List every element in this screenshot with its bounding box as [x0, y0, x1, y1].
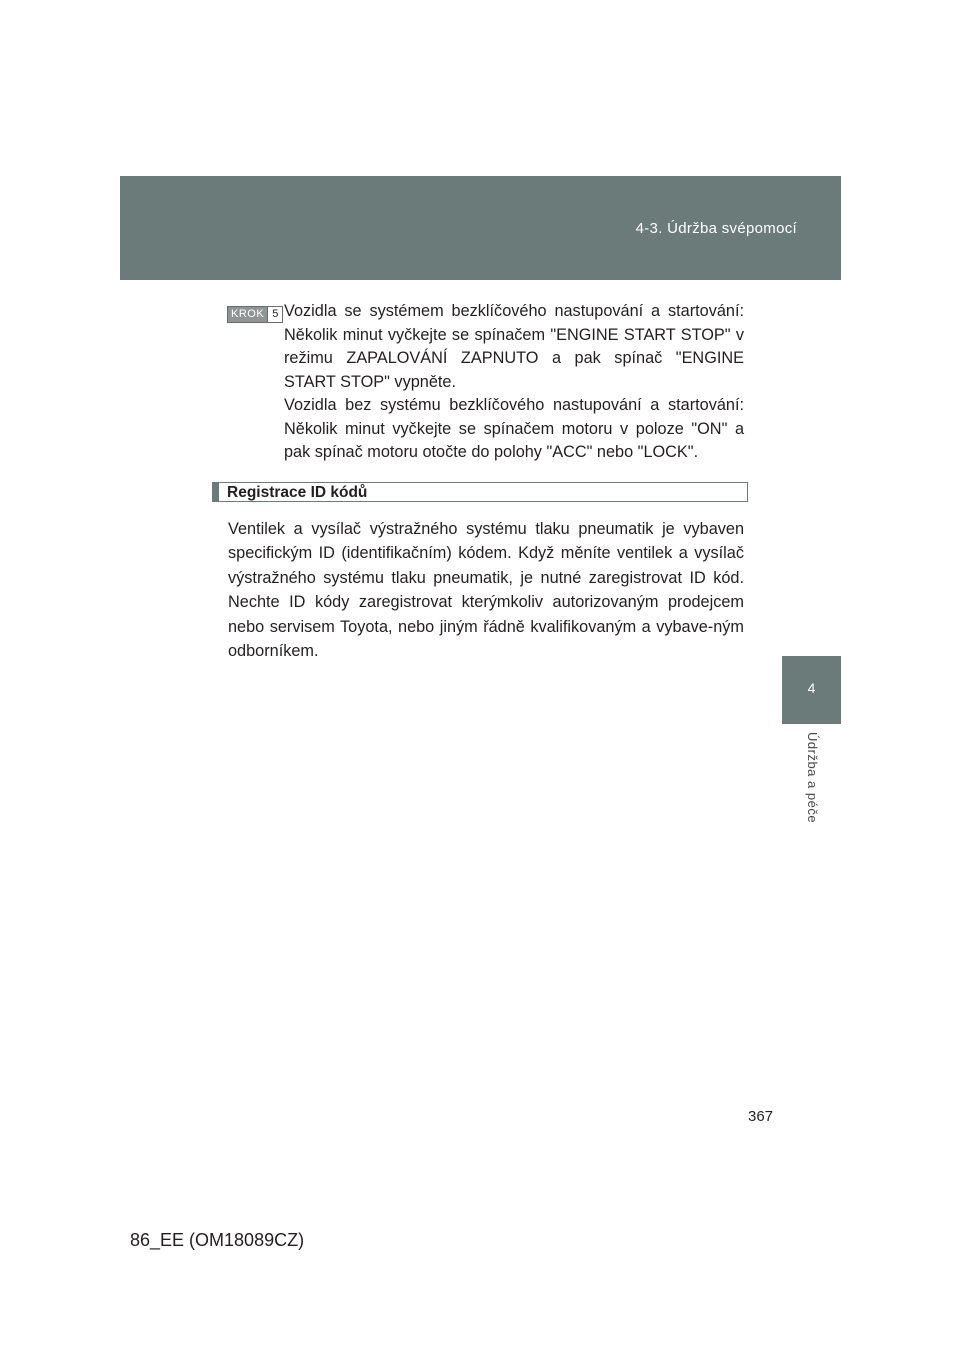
chapter-tab — [782, 656, 841, 724]
step-badge-number: 5 — [267, 307, 282, 322]
chapter-title: Údržba a péče — [805, 732, 820, 824]
page-number: 367 — [748, 1108, 774, 1125]
section-title: 4-3. Údržba svépomocí — [635, 220, 797, 237]
footer-code: 86_EE (OM18089CZ) — [130, 1230, 305, 1250]
step-badge — [227, 306, 283, 323]
section-heading: Registrace ID kódů — [212, 482, 748, 502]
section-body: Ventilek a vysílač výstražného systému tlaku pneumatik je vybaven specifickým ID (identifikačním) kódem. Když měníte ventilek a vysílač výstražného systému tlaku pneumatik, je nutné zaregistrovat ID kód. Nechte ID kódy zaregistrovat kterýmkoliv autorizovaným prodejcem nebo servisem Toyota, nebo jiným řádně kvalifikovaným a vybave-ným odborníkem. — [228, 520, 744, 661]
step-paragraph-1: Vozidla se systémem bezklíčového nastupování a startování: Několik minut vyčkejte se spínačem "ENGINE START STOP" v režimu ZAPALOVÁNÍ ZAPNUTO a pak spínač "ENGINE START STOP" vypněte. — [284, 302, 744, 391]
step-paragraph-2: Vozidla bez systému bezklíčového nastupování a startování: Několik minut vyčkejte se spínačem motoru v poloze "ON" a pak spínač motoru otočte do polohy "ACC" nebo "LOCK". — [284, 396, 744, 461]
step-badge-word: KROK — [228, 307, 267, 322]
header-band — [120, 176, 841, 280]
chapter-number: 4 — [807, 680, 816, 696]
step-text — [284, 300, 744, 465]
